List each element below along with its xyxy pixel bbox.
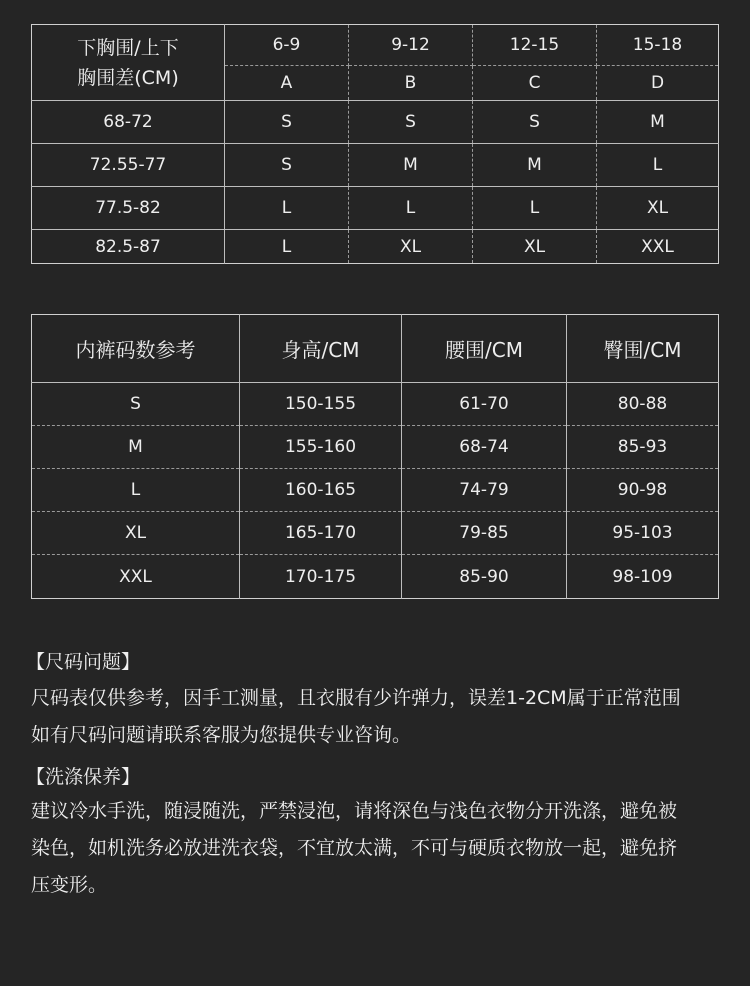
size-cell: S: [225, 144, 349, 187]
wash-section-line: 压变形。: [31, 874, 108, 896]
bra-header-line2: 胸围差(CM): [77, 66, 179, 89]
size-cell: M: [473, 144, 597, 187]
size-section-line: 如有尺码问题请联系客服为您提供专业咨询。: [31, 724, 412, 746]
pant-header-waist: 腰围/CM: [402, 315, 567, 383]
diff-range-0: 6-9: [225, 25, 349, 66]
size-cell: S: [32, 383, 240, 426]
height-cell: 150-155: [240, 383, 402, 426]
cup-letter-3: D: [597, 66, 719, 101]
hip-cell: 98-109: [567, 555, 719, 599]
size-cell: XXL: [32, 555, 240, 599]
size-cell: S: [225, 101, 349, 144]
band-cell: 72.55-77: [32, 144, 225, 187]
cup-letter-1: B: [349, 66, 473, 101]
size-cell: L: [473, 187, 597, 230]
waist-cell: 74-79: [402, 469, 567, 512]
table-row: [32, 469, 719, 512]
pant-header-size: 内裤码数参考: [32, 315, 240, 383]
bra-header-line1: 下胸围/上下: [77, 36, 179, 59]
size-cell: S: [349, 101, 473, 144]
table-row: [32, 144, 719, 187]
wash-section-line: 染色，如机洗务必放进洗衣袋，不宜放太满，不可与硬质衣物放一起，避免挤: [31, 837, 678, 859]
bra-header-label: [32, 25, 225, 101]
size-cell: L: [349, 187, 473, 230]
size-cell: S: [473, 101, 597, 144]
wash-section-title: 【洗涤保养】: [26, 766, 141, 788]
height-cell: 165-170: [240, 512, 402, 555]
band-cell: 77.5-82: [32, 187, 225, 230]
size-cell: M: [597, 101, 719, 144]
size-cell: M: [32, 426, 240, 469]
band-cell: 68-72: [32, 101, 225, 144]
waist-cell: 85-90: [402, 555, 567, 599]
table-row: [32, 101, 719, 144]
height-cell: 155-160: [240, 426, 402, 469]
waist-cell: 68-74: [402, 426, 567, 469]
pant-header-height: 身高/CM: [240, 315, 402, 383]
size-cell: L: [597, 144, 719, 187]
cup-letter-2: C: [473, 66, 597, 101]
hip-cell: 95-103: [567, 512, 719, 555]
size-cell: L: [225, 187, 349, 230]
size-section-text: [31, 680, 723, 754]
size-cell: XL: [349, 230, 473, 264]
height-cell: 160-165: [240, 469, 402, 512]
size-cell: M: [349, 144, 473, 187]
size-section-line: 尺码表仅供参考，因手工测量，且衣服有少许弹力，误差1-2CM属于正常范围: [31, 687, 681, 709]
waist-cell: 79-85: [402, 512, 567, 555]
table-row: [32, 555, 719, 599]
size-section-title: 【尺码问题】: [26, 651, 141, 673]
hip-cell: 80-88: [567, 383, 719, 426]
diff-range-1: 9-12: [349, 25, 473, 66]
size-cell: L: [225, 230, 349, 264]
size-cell: XL: [597, 187, 719, 230]
hip-cell: 85-93: [567, 426, 719, 469]
waist-cell: 61-70: [402, 383, 567, 426]
wash-section-text: [31, 793, 723, 904]
size-cell: XL: [32, 512, 240, 555]
size-cell: XL: [473, 230, 597, 264]
wash-section-line: 建议冷水手洗，随浸随洗，严禁浸泡，请将深色与浅色衣物分开洗涤，避免被: [31, 800, 678, 822]
bra-size-table: [31, 24, 719, 264]
band-cell: 82.5-87: [32, 230, 225, 264]
hip-cell: 90-98: [567, 469, 719, 512]
size-cell: L: [32, 469, 240, 512]
underwear-size-table: [31, 314, 719, 599]
table-row: [32, 230, 719, 264]
table-row: [32, 512, 719, 555]
height-cell: 170-175: [240, 555, 402, 599]
table-row: [32, 187, 719, 230]
table-row: [32, 383, 719, 426]
diff-range-2: 12-15: [473, 25, 597, 66]
cup-letter-0: A: [225, 66, 349, 101]
diff-range-3: 15-18: [597, 25, 719, 66]
table-row: [32, 426, 719, 469]
pant-header-hip: 臀围/CM: [567, 315, 719, 383]
size-cell: XXL: [597, 230, 719, 264]
